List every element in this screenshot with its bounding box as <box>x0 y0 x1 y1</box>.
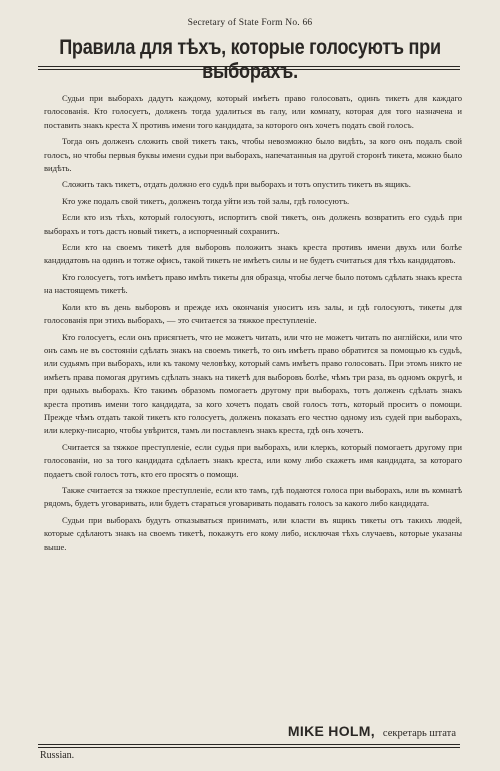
paragraph: Кто голосуетъ, тотъ имѣетъ право имѣть тикеты для образца, чтобы легче было потомъ сдѣлать знакъ креста на настоящемъ тикетѣ. <box>44 271 462 296</box>
signature-block <box>0 723 500 749</box>
signature <box>288 723 456 741</box>
form-number: Secretary of State Form No. 66 <box>187 18 313 28</box>
paragraph: Судьи при выборахъ дадутъ каждому, который имѣетъ право голосовать, одинъ тикетъ для каждаго голосованія. Кто голосуетъ, долженъ тогда удалиться въ галу, или комнату, которая для того назначена и поставить знакъ креста X противъ имени того кандидата, за которого онъ хочетъ подать свой голосъ. <box>44 93 462 130</box>
paragraph: Кто уже подалъ свой тикетъ, долженъ тогда уйти изъ той залы, гдѣ голосуютъ. <box>62 195 350 206</box>
page-title: Правила для тѣхъ, которые голосуютъ при выборахъ. <box>59 36 441 83</box>
title-rule-thick <box>38 66 460 67</box>
paragraph: Судьи при выборахъ будутъ отказываться принимать, или класти въ ящикъ тикеты отъ такихъ людей, которые сдѣлаютъ знакъ на своемъ тикетѣ, покажутъ его кому либо, исключая тѣхъ случаевъ, которые указаны выше. <box>44 514 462 552</box>
signatory-name: MIKE HOLM, <box>287 723 375 739</box>
footer-rule-thin <box>38 744 460 745</box>
paragraph: Также считается за тяжкое преступленіе, если кто тамъ, гдѣ подаются голоса при выборахъ, или въ комнатѣ рядомъ, будетъ уговаривать, или будетъ стараться уговаривать подавать голосъ за какого либо кандидата. <box>44 484 462 509</box>
footer-rule-thick <box>38 747 460 748</box>
signatory-title: секретарь штата <box>382 728 456 739</box>
paragraph: Коли кто въ день выборовъ и прежде ихъ окончанія уноситъ изъ залы, и гдѣ голосуютъ, тикеты для голосованія при этихъ выборахъ, — это считается за тяжкое преступленіе. <box>44 301 462 326</box>
language-label: Russian. <box>40 750 75 761</box>
paragraph: Если кто изъ тѣхъ, который голосуютъ, испортитъ свой тикетъ, онъ долженъ возвратить его судьѣ при выборахъ и тотъ дастъ новый тикетъ, а испорченный сохранитъ. <box>44 212 462 236</box>
paragraph: Тогда онъ долженъ сложить свой тикетъ такъ, чтобы невозможно было видѣть, за кого онъ подалъ свой голосъ, но чтобы первыя буквы имени судьи при выборахъ, напечатанныя на другой сторонѣ тикета, можно было видѣть. <box>44 136 462 174</box>
paragraph: Кто голосуетъ, если онъ присягнетъ, что не можетъ читать, или что не можетъ читать по англійски, или что онъ самъ не въ состояніи сдѣлать знакъ на своемъ тикетѣ, то онъ имѣетъ право обратится за помощью къ судьѣ, или судьямъ при выборахъ, или къ такому человѣку, который самъ имѣетъ право голосовать. При этомъ никто не имѣетъ права помогая другимъ сдѣлать знакъ на тикетѣ для выборовъ болѣе, чѣмъ три раза, въ одномъ округѣ, и при одныхъ выборахъ. Кто такимъ образомъ помогаетъ другому при выборахъ, тотъ долженъ сдѣлать знакъ креста противъ имени того кандидата, за кого хочетъ подать свой голосъ тотъ, который проситъ о помощи. Прежде чѣмъ отдать такой тикетъ кто голосуетъ, долженъ показать его честно одному изъ судей при выборахъ, или клерку-писарю, чтобы увѣрится, тамъ ли поставленъ знакъ креста, гдѣ онъ хочетъ. <box>44 331 462 436</box>
title-rule-thin <box>38 69 460 70</box>
paragraph: Считается за тяжкое преступленіе, если судья при выборахъ, или клеркъ, который помогаетъ другому при голосованіи, но за того кандидата сдѣлаетъ знакъ креста, или кому либо скажетъ имя кандидата, за котораго подаетъ свой голосъ тотъ, кто его просятъ о помощи. <box>44 441 462 479</box>
rules-body <box>44 92 462 557</box>
paragraph: Сложить такъ тикетъ, отдать должно его судьѣ при выборахъ и тотъ опустить тикетъ въ ящикъ. <box>62 179 411 190</box>
paragraph: Если кто на своемъ тикетѣ для выборовъ положитъ знакъ креста противъ имени двухъ или болѣе кандидатовъ на одинъ и тотже офисъ, такой тикетъ не имѣетъ силы и не будетъ считаться для тѣхъ кандидатовъ. <box>44 242 462 266</box>
